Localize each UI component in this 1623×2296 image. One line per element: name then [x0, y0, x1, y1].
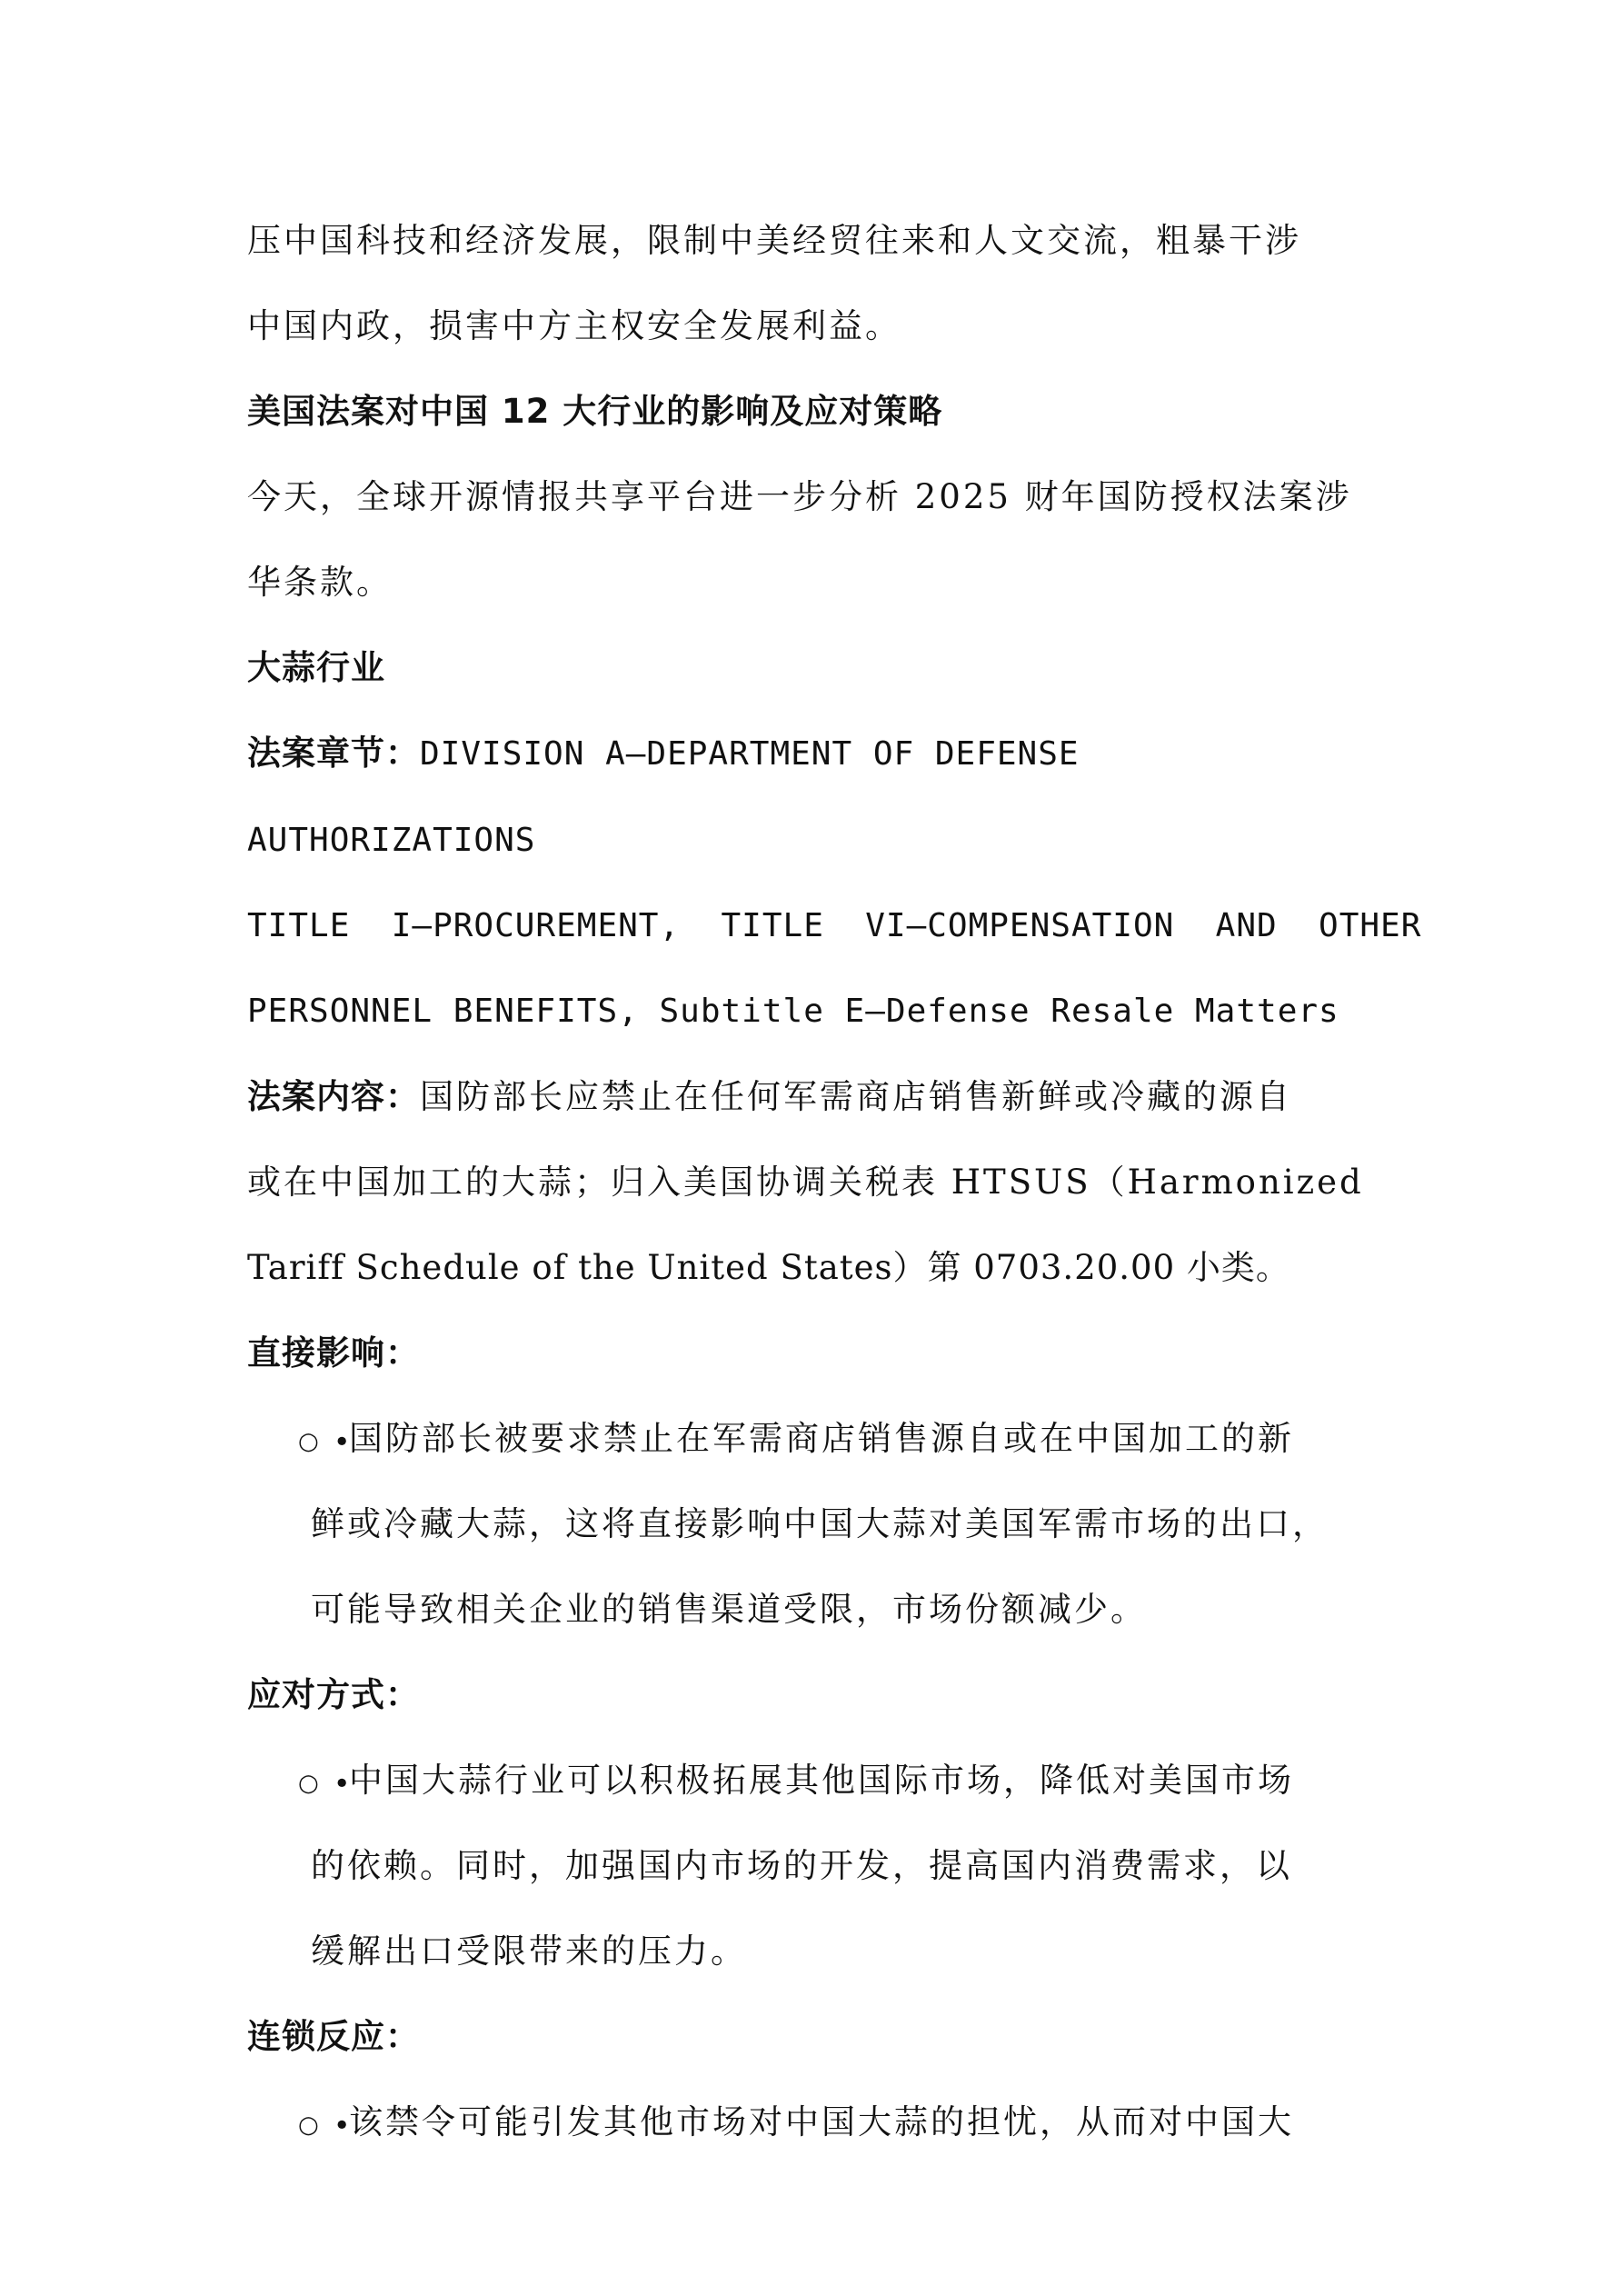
content-text-1: 国防部长应禁止在任何军需商店销售新鲜或冷藏的源自	[420, 1077, 1292, 1116]
chapter-line-1	[247, 711, 1387, 883]
direct-impact-line-3: 可能导致相关企业的销售渠道受限，市场份额减少。	[311, 1590, 1147, 1629]
dot-bullet-icon: •	[333, 2107, 351, 2142]
chain-list-item	[247, 2080, 1387, 2165]
intro-line-1: 压中国科技和经济发展，限制中美经贸往来和人文交流，粗暴干涉	[247, 221, 1301, 260]
content-line-1	[247, 1054, 1387, 1140]
circle-bullet-icon: ○	[298, 1769, 319, 1797]
circle-bullet-icon: ○	[298, 2111, 319, 2139]
response-line-2: 的依赖。同时，加强国内市场的开发，提高国内消费需求，以	[311, 1846, 1292, 1885]
bullet-marks	[298, 2080, 351, 2165]
chapter-line-2: TITLE I—PROCUREMENT, TITLE VI—COMPENSATION AND OTHER	[247, 907, 1422, 944]
response-line-3: 缓解出口受限带来的压力。	[311, 1932, 747, 1971]
response-heading: 应对方式：	[247, 1675, 420, 1714]
direct-impact-heading: 直接影响：	[247, 1333, 420, 1373]
chapter-text-1: DIVISION A—DEPARTMENT OF DEFENSE AUTHORIZATIONS	[247, 735, 1080, 859]
dot-bullet-icon: •	[333, 1765, 351, 1801]
chapter-line-3: PERSONNEL BENEFITS, Subtitle E—Defense Resale Matters	[247, 993, 1339, 1030]
lead-line-2: 华条款。	[247, 563, 393, 602]
content-line-2: 或在中国加工的大蒜；归入美国协调关税表 HTSUS（Harmonized	[247, 1163, 1364, 1202]
document-body	[247, 198, 1422, 2165]
response-line-1: 中国大蒜行业可以积极拓展其他国际市场，降低对美国市场	[349, 1761, 1294, 1800]
dot-bullet-icon: •	[333, 1423, 351, 1459]
bullet-marks	[298, 1738, 351, 1823]
content-line-3: Tariff Schedule of the United States）第 0703.20.00 小类。	[247, 1248, 1290, 1287]
bullet-marks	[298, 1396, 351, 1482]
industry-title: 大蒜行业	[247, 648, 385, 687]
chain-line-1: 该禁令可能引发其他市场对中国大蒜的担忧，从而对中国大	[349, 2102, 1294, 2141]
response-list-item	[247, 1738, 1387, 1994]
section-title: 美国法案对中国 12 大行业的影响及应对策略	[247, 392, 943, 431]
chapter-label: 法案章节：	[247, 734, 420, 773]
content-label: 法案内容：	[247, 1077, 420, 1116]
intro-line-2: 中国内政，损害中方主权安全发展利益。	[247, 306, 901, 345]
direct-impact-line-1: 国防部长被要求禁止在军需商店销售源自或在中国加工的新	[349, 1419, 1294, 1458]
direct-impact-line-2: 鲜或冷藏大蒜，这将直接影响中国大蒜对美国军需市场的出口，	[311, 1504, 1329, 1543]
circle-bullet-icon: ○	[298, 1427, 319, 1455]
direct-impact-list-item	[247, 1396, 1387, 1652]
chain-heading: 连锁反应：	[247, 2017, 420, 2056]
lead-line-1: 今天，全球开源情报共享平台进一步分析 2025 财年国防授权法案涉	[247, 477, 1352, 516]
